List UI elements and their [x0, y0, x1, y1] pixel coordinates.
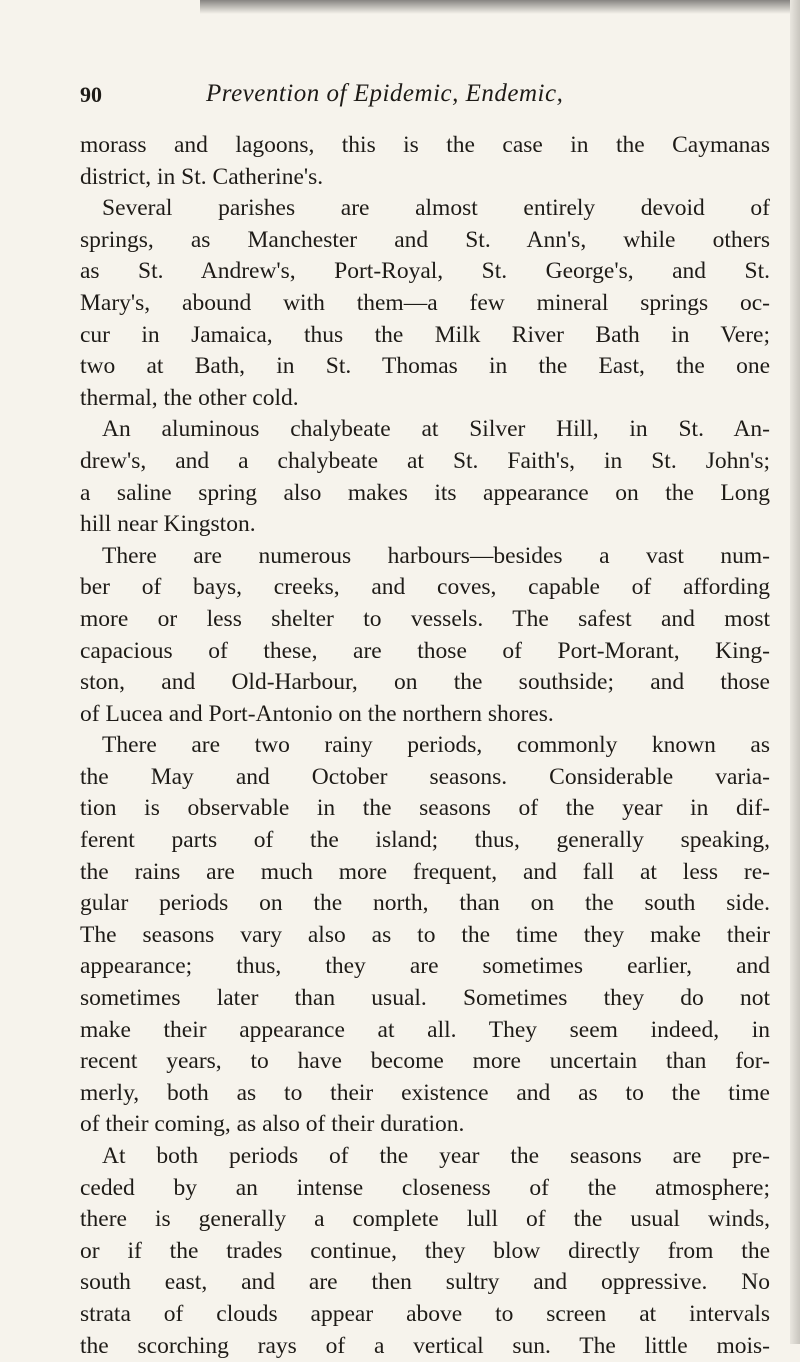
- text-line: two at Bath, in St. Thomas in the East, the one: [80, 353, 770, 380]
- text-line: The seasons vary also as to the time they make their: [80, 921, 770, 948]
- text-line: thermal, the other cold.: [80, 384, 299, 411]
- text-line: An aluminous chalybeate at Silver Hill, in St. An-: [102, 416, 770, 443]
- text-line: capacious of these, are those of Port-Morant, King-: [80, 637, 770, 664]
- text-line: morass and lagoons, this is the case in the Caymanas: [80, 132, 770, 158]
- book-page: [80, 78, 770, 1362]
- text-line: hill near Kingston.: [80, 511, 256, 538]
- text-line: There are numerous harbours—besides a vast num-: [102, 542, 770, 569]
- body-text: [80, 130, 770, 1362]
- text-line: ston, and Old-Harbour, on the southside; and those: [80, 669, 770, 696]
- text-line: the May and October seasons. Considerable varia-: [80, 763, 770, 790]
- text-line: south east, and are then sultry and oppressive. No: [80, 1269, 770, 1296]
- text-line: strata of clouds appear above to screen at intervals: [80, 1300, 770, 1327]
- text-line: merly, both as to their existence and as to the time: [80, 1079, 770, 1106]
- text-line: ferent parts of the island; thus, generally speaking,: [80, 827, 770, 854]
- text-line: sometimes later than usual. Sometimes they do not: [80, 985, 770, 1012]
- running-title: Prevention of Epidemic, Endemic,: [206, 80, 564, 107]
- text-line: tion is observable in the seasons of the year in dif-: [80, 795, 770, 822]
- running-head: [80, 78, 770, 122]
- text-line: there is generally a complete lull of the usual winds,: [80, 1206, 770, 1233]
- text-line: the scorching rays of a vertical sun. The little mois-: [80, 1332, 770, 1359]
- page-edge: [790, 0, 800, 1344]
- text-line: a saline spring also makes its appearance on the Long: [80, 479, 770, 506]
- text-line: At both periods of the year the seasons are pre-: [102, 1143, 770, 1169]
- text-line: Several parishes are almost entirely devoid of: [102, 195, 770, 222]
- text-line: as St. Andrew's, Port-Royal, St. George's, and St.: [80, 258, 770, 285]
- text-line: springs, as Manchester and St. Ann's, while others: [80, 226, 770, 253]
- text-line: drew's, and a chalybeate at St. Faith's, in St. John's;: [80, 447, 770, 474]
- text-line: gular periods on the north, than on the south side.: [80, 890, 770, 917]
- text-line: recent years, to have become more uncertain than for-: [80, 1048, 770, 1075]
- text-line: of their coming, as also of their duration.: [80, 1111, 465, 1138]
- text-line: or if the trades continue, they blow directly from the: [80, 1237, 770, 1264]
- text-line: of Lucea and Port-Antonio on the northern shores.: [80, 700, 554, 727]
- text-line: make their appearance at all. They seem indeed, in: [80, 1016, 770, 1043]
- text-line: Mary's, abound with them—a few mineral springs oc-: [80, 289, 770, 316]
- text-line: more or less shelter to vessels. The safest and most: [80, 605, 770, 632]
- text-line: district, in St. Catherine's.: [80, 163, 324, 190]
- text-line: appearance; thus, they are sometimes earlier, and: [80, 953, 770, 980]
- text-line: ceded by an intense closeness of the atmosphere;: [80, 1174, 770, 1201]
- text-line: cur in Jamaica, thus the Milk River Bath in Vere;: [80, 321, 770, 348]
- text-line: ber of bays, creeks, and coves, capable of affording: [80, 574, 770, 601]
- scan-shadow: [200, 0, 800, 14]
- text-line: There are two rainy periods, commonly known as: [102, 732, 770, 759]
- text-line: the rains are much more frequent, and fall at less re-: [80, 858, 770, 885]
- page-number: 90: [80, 82, 102, 107]
